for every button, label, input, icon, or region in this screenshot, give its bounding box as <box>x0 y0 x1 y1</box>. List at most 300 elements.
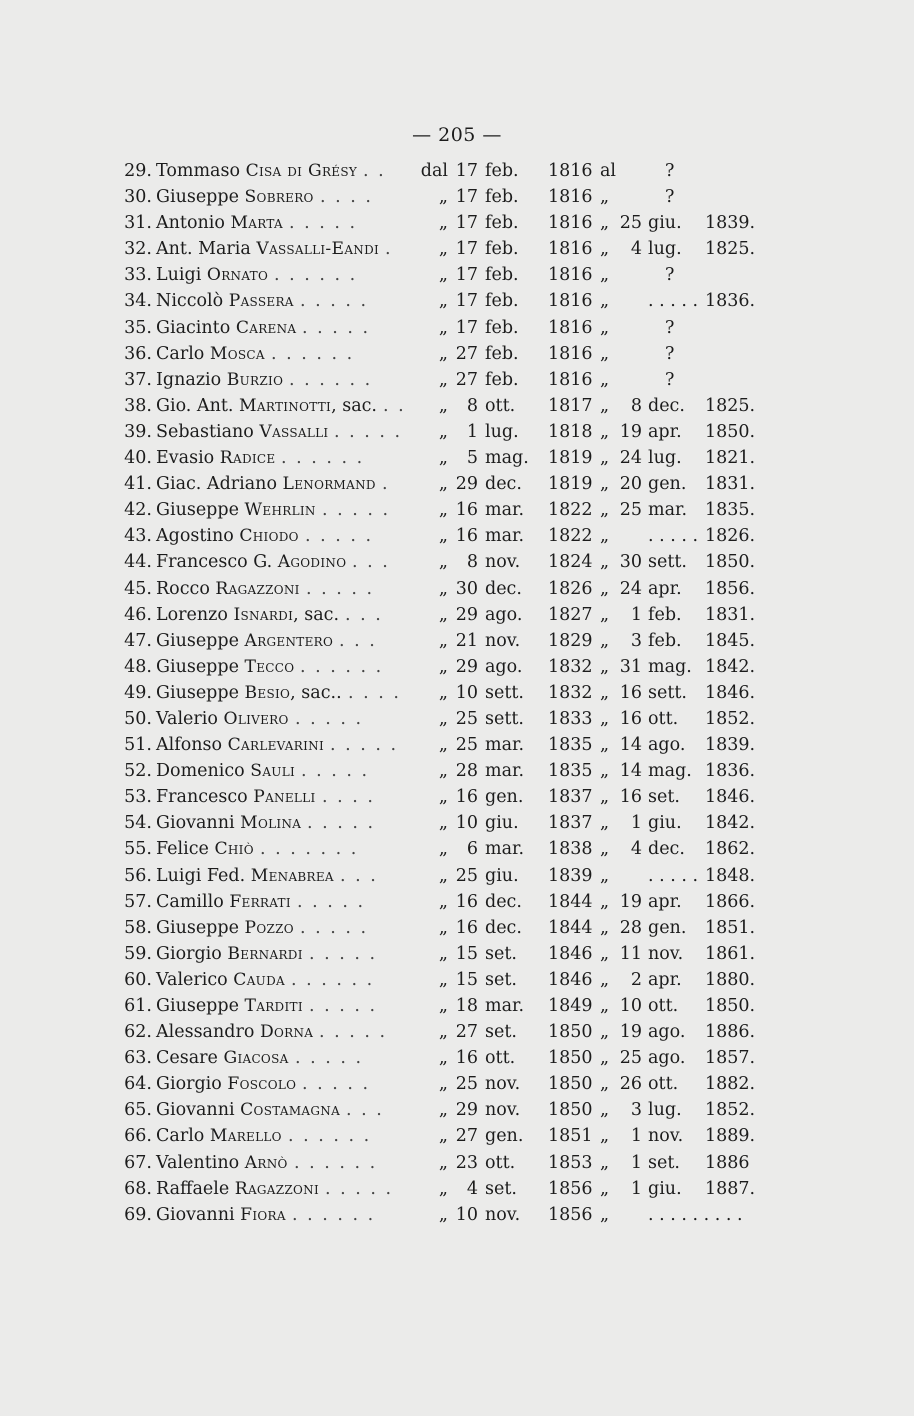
start-day: 17 <box>455 161 478 181</box>
start-month: feb. <box>485 317 519 338</box>
start-year: 1822 <box>548 500 593 521</box>
member-name <box>156 445 275 471</box>
to-label: „ <box>600 552 610 573</box>
end-year: 1861. <box>705 943 756 964</box>
end-year: 1821. <box>705 448 756 469</box>
end-month: gen. <box>648 474 687 495</box>
start-day: 29 <box>455 656 478 677</box>
list-item <box>120 471 760 497</box>
first-name: Giuseppe <box>156 187 245 208</box>
leader-dots: . . . . . . <box>289 369 373 390</box>
first-name: Domenico <box>156 761 251 782</box>
to-label: „ <box>600 708 610 729</box>
end-day: 25 <box>619 1048 642 1069</box>
surname: Wehrlin <box>244 500 316 521</box>
start-day: 27 <box>455 343 478 364</box>
leader-dots: . . . <box>352 552 390 573</box>
entry-number: 41. <box>124 474 152 495</box>
to-label: „ <box>600 630 610 651</box>
start-month: ott. <box>485 1048 516 1069</box>
end-year: 1842. <box>705 813 756 834</box>
start-day: 10 <box>455 813 478 834</box>
start-day: 10 <box>455 682 478 703</box>
list-item <box>120 1150 760 1176</box>
from-label: „ <box>438 891 448 912</box>
entry-number: 30. <box>124 187 152 208</box>
leader-dots: . . . . . <box>330 735 399 756</box>
end-month: . . . . . <box>648 865 699 886</box>
to-label: „ <box>600 735 610 756</box>
end-year: 1887. <box>705 1178 756 1199</box>
from-label: „ <box>438 448 448 469</box>
first-name: Agostino <box>156 526 240 547</box>
end-day: 11 <box>619 943 642 964</box>
start-year: 1851 <box>548 1126 593 1147</box>
member-name <box>156 184 314 210</box>
end-month: apr. <box>648 421 682 442</box>
leader-dots: . . . . <box>348 682 401 703</box>
leader-dots: . . . . . <box>309 996 378 1016</box>
from-label: „ <box>438 213 448 234</box>
to-label: „ <box>600 787 610 808</box>
start-year: 1824 <box>548 552 593 573</box>
first-name: Raffaele <box>156 1178 235 1199</box>
leader-dots: . . . . . <box>297 891 366 912</box>
start-year: 1839 <box>548 865 593 886</box>
start-day: 16 <box>455 526 478 547</box>
member-name <box>156 732 324 758</box>
unknown-end-date: ? <box>665 369 675 390</box>
start-day: 17 <box>455 317 478 338</box>
end-year: 1825. <box>705 395 756 416</box>
start-year: 1837 <box>548 813 593 834</box>
leader-dots: . . . . . . <box>294 1152 378 1173</box>
end-year: 1835. <box>705 500 756 521</box>
unknown-end-date: ? <box>665 187 675 208</box>
end-day: 19 <box>619 891 642 912</box>
start-year: 1816 <box>548 161 593 181</box>
entry-number: 29. <box>124 161 152 181</box>
end-day: 1 <box>630 1152 642 1173</box>
leader-dots: . . . . . <box>302 1074 371 1095</box>
to-label: „ <box>600 1022 610 1043</box>
start-year: 1844 <box>548 891 593 912</box>
member-name <box>156 1071 296 1097</box>
end-year: 1836. <box>705 291 756 312</box>
first-name: Lorenzo <box>156 604 234 625</box>
start-month: dec. <box>485 578 522 599</box>
first-name: Giovanni <box>156 1204 241 1225</box>
leader-dots: . . . . . <box>295 708 364 729</box>
leader-dots: . . . . . <box>334 421 403 442</box>
entry-number: 66. <box>124 1126 152 1147</box>
from-label: „ <box>438 761 448 782</box>
start-month: feb. <box>485 291 519 312</box>
end-year: 1856. <box>705 578 756 599</box>
end-month: set. <box>648 787 680 808</box>
start-day: 17 <box>455 239 478 260</box>
end-year: 1845. <box>705 630 756 651</box>
from-label: „ <box>438 474 448 495</box>
member-name <box>156 497 316 523</box>
leader-dots: . . . . . . <box>300 656 384 677</box>
start-month: feb. <box>485 239 519 260</box>
end-year: 1846. <box>705 682 756 703</box>
end-day: 28 <box>619 917 642 938</box>
end-year: 1839. <box>705 213 756 234</box>
leader-dots: . . . . . . <box>274 265 358 286</box>
entry-number: 47. <box>124 630 152 651</box>
end-year: 1882. <box>705 1074 756 1095</box>
start-month: nov. <box>485 1074 521 1095</box>
surname: Carlevarini <box>227 735 324 756</box>
end-day: 4 <box>630 839 642 860</box>
to-label: „ <box>600 448 610 469</box>
start-month: mar. <box>485 839 525 860</box>
to-label: „ <box>600 1152 610 1173</box>
end-year: 1836. <box>705 761 756 782</box>
from-label: „ <box>438 500 448 521</box>
list-item <box>120 1019 760 1045</box>
first-name: Giuseppe <box>156 996 245 1016</box>
list-item <box>120 836 760 862</box>
surname: Vassalli <box>259 421 329 442</box>
start-day: 29 <box>455 604 478 625</box>
start-year: 1849 <box>548 996 593 1016</box>
from-label: „ <box>438 187 448 208</box>
start-year: 1816 <box>548 317 593 338</box>
end-month: mag. <box>648 656 692 677</box>
from-label: „ <box>438 1074 448 1095</box>
member-name <box>156 210 283 236</box>
first-name: Valentino <box>156 1152 245 1173</box>
start-year: 1817 <box>548 395 593 416</box>
name-suffix: , sac.. <box>290 682 342 703</box>
start-year: 1826 <box>548 578 593 599</box>
first-name: Valerico <box>156 969 234 990</box>
list-item <box>120 993 760 1019</box>
surname: Giacosa <box>223 1048 289 1069</box>
first-name: Giovanni <box>156 813 241 834</box>
entry-number: 43. <box>124 526 152 547</box>
to-label: „ <box>600 1100 610 1121</box>
start-day: 15 <box>455 943 478 964</box>
start-year: 1850 <box>548 1022 593 1043</box>
end-year: 1831. <box>705 474 756 495</box>
start-month: ott. <box>485 395 516 416</box>
list-item <box>120 863 760 889</box>
list-item <box>120 1071 760 1097</box>
surname: Martinotti <box>239 395 332 416</box>
end-month: . . . . . <box>648 291 699 312</box>
end-year: 1886 <box>705 1152 750 1173</box>
entry-number: 39. <box>124 421 152 442</box>
end-month: feb. <box>648 604 682 625</box>
leader-dots: . . . . <box>320 187 373 208</box>
end-month: apr. <box>648 578 682 599</box>
end-year: 1852. <box>705 1100 756 1121</box>
from-label: „ <box>438 552 448 573</box>
member-name <box>156 549 346 575</box>
end-month: . . . . . . . . . <box>648 1204 743 1225</box>
member-name <box>156 706 289 732</box>
end-year: 1880. <box>705 969 756 990</box>
start-month: nov. <box>485 552 521 573</box>
list-item <box>120 941 760 967</box>
end-year: 1850. <box>705 996 756 1016</box>
first-name: Tommaso <box>156 161 246 181</box>
first-name: Alessandro <box>156 1022 260 1043</box>
from-label: „ <box>438 1152 448 1173</box>
first-name: Niccolò <box>156 291 229 312</box>
first-name: Giac. Adriano <box>156 474 283 495</box>
surname: Lenormand <box>282 474 376 495</box>
start-year: 1816 <box>548 239 593 260</box>
end-day: 24 <box>619 448 642 469</box>
surname: Ragazzoni <box>234 1178 320 1199</box>
entry-number: 56. <box>124 865 152 886</box>
start-year: 1819 <box>548 448 593 469</box>
to-label: „ <box>600 369 610 390</box>
surname: Tarditi <box>244 996 303 1016</box>
from-label: „ <box>438 317 448 338</box>
leader-dots: . . . . . <box>306 578 375 599</box>
entry-number: 54. <box>124 813 152 834</box>
list-item <box>120 967 760 993</box>
member-name <box>156 1097 340 1123</box>
member-name <box>156 602 339 628</box>
from-label: „ <box>438 917 448 938</box>
entry-number: 55. <box>124 839 152 860</box>
end-day: 1 <box>630 1126 642 1147</box>
to-label: „ <box>600 395 610 416</box>
member-name <box>156 236 379 262</box>
end-day: 19 <box>619 1022 642 1043</box>
end-month: sett. <box>648 682 687 703</box>
end-month: sett. <box>648 552 687 573</box>
start-day: 29 <box>455 474 478 495</box>
start-year: 1816 <box>548 265 593 286</box>
end-year: 1889. <box>705 1126 756 1147</box>
end-day: 20 <box>619 474 642 495</box>
from-label: „ <box>438 1178 448 1199</box>
entry-number: 49. <box>124 682 152 703</box>
start-month: nov. <box>485 1100 521 1121</box>
end-month: apr. <box>648 891 682 912</box>
end-day: 31 <box>619 656 642 677</box>
start-year: 1816 <box>548 369 593 390</box>
start-day: 25 <box>455 735 478 756</box>
to-label: „ <box>600 656 610 677</box>
end-month: dec. <box>648 839 685 860</box>
start-day: 15 <box>455 969 478 990</box>
start-month: set. <box>485 969 517 990</box>
member-name <box>156 915 294 941</box>
end-month: set. <box>648 1152 680 1173</box>
surname: Foscolo <box>227 1074 297 1095</box>
start-year: 1816 <box>548 343 593 364</box>
start-year: 1816 <box>548 187 593 208</box>
start-month: mar. <box>485 996 525 1016</box>
end-year: 1862. <box>705 839 756 860</box>
entry-number: 37. <box>124 369 152 390</box>
list-item <box>120 445 760 471</box>
member-name <box>156 654 294 680</box>
surname: Burzio <box>226 369 284 390</box>
surname: Cisa di Grésy <box>245 161 358 181</box>
unknown-end-date: ? <box>665 161 675 181</box>
to-label: „ <box>600 1126 610 1147</box>
entry-number: 34. <box>124 291 152 312</box>
start-month: lug. <box>485 421 519 442</box>
to-label: „ <box>600 813 610 834</box>
end-day: 16 <box>619 682 642 703</box>
from-label: „ <box>438 1204 448 1225</box>
start-year: 1819 <box>548 474 593 495</box>
from-label: „ <box>438 813 448 834</box>
start-day: 1 <box>466 421 478 442</box>
list-item <box>120 1176 760 1202</box>
leader-dots: . . . . . . <box>288 1126 372 1147</box>
end-month: giu. <box>648 213 682 234</box>
leader-dots: . . . . . . <box>291 969 375 990</box>
end-month: mag. <box>648 761 692 782</box>
from-label: „ <box>438 578 448 599</box>
start-day: 16 <box>455 787 478 808</box>
list-item <box>120 341 760 367</box>
list-item <box>120 393 760 419</box>
entry-number: 68. <box>124 1178 152 1199</box>
list-item <box>120 315 760 341</box>
first-name: Giacinto <box>156 317 236 338</box>
to-label: „ <box>600 969 610 990</box>
member-name <box>156 419 328 445</box>
start-year: 1850 <box>548 1074 593 1095</box>
end-year: 1826. <box>705 526 756 547</box>
first-name: Giovanni <box>156 1100 241 1121</box>
entry-number: 42. <box>124 500 152 521</box>
start-day: 18 <box>455 996 478 1016</box>
member-name <box>156 576 300 602</box>
start-month: nov. <box>485 1204 521 1225</box>
start-month: sett. <box>485 682 524 703</box>
list-item <box>120 1045 760 1071</box>
end-day: 14 <box>619 761 642 782</box>
end-day: 8 <box>630 395 642 416</box>
surname: Molina <box>240 813 302 834</box>
start-month: set. <box>485 1022 517 1043</box>
list-item <box>120 184 760 210</box>
list-item <box>120 628 760 654</box>
end-day: 25 <box>619 500 642 521</box>
start-year: 1856 <box>548 1204 593 1225</box>
member-name <box>156 1176 319 1202</box>
end-day: 4 <box>630 239 642 260</box>
surname: Panelli <box>253 787 316 808</box>
member-name <box>156 758 295 784</box>
entry-number: 44. <box>124 552 152 573</box>
surname: Ragazzoni <box>215 578 300 599</box>
surname: Marta <box>230 213 284 234</box>
start-year: 1832 <box>548 656 593 677</box>
start-day: 17 <box>455 291 478 312</box>
start-year: 1829 <box>548 630 593 651</box>
from-label: „ <box>438 969 448 990</box>
leader-dots: . . <box>383 395 406 416</box>
start-year: 1844 <box>548 917 593 938</box>
end-year: 1831. <box>705 604 756 625</box>
end-month: lug. <box>648 239 682 260</box>
first-name: Sebastiano <box>156 421 260 442</box>
start-year: 1816 <box>548 291 593 312</box>
end-year: 1842. <box>705 656 756 677</box>
member-name <box>156 628 333 654</box>
leader-dots: . . . . . <box>302 317 371 338</box>
member-name <box>156 1150 288 1176</box>
entry-number: 53. <box>124 787 152 808</box>
list-item <box>120 1202 760 1228</box>
end-year: 1866. <box>705 891 756 912</box>
entry-number: 60. <box>124 969 152 990</box>
surname: Marello <box>209 1126 282 1147</box>
start-day: 21 <box>455 630 478 651</box>
start-day: 5 <box>466 448 478 469</box>
to-label: „ <box>600 865 610 886</box>
list-item <box>120 367 760 393</box>
member-name <box>156 889 291 915</box>
to-label: „ <box>600 578 610 599</box>
end-day: 1 <box>630 813 642 834</box>
to-label: „ <box>600 917 610 938</box>
start-year: 1850 <box>548 1048 593 1069</box>
first-name: Giuseppe <box>156 682 245 703</box>
list-item <box>120 602 760 628</box>
to-label: „ <box>600 604 610 625</box>
start-day: 27 <box>455 1022 478 1043</box>
start-year: 1850 <box>548 1100 593 1121</box>
surname: Passera <box>228 291 294 312</box>
first-name: Rocco <box>156 578 216 599</box>
leader-dots: . . . . <box>322 787 375 808</box>
entry-number: 59. <box>124 943 152 964</box>
member-name <box>156 367 283 393</box>
end-year: 1850. <box>705 421 756 442</box>
start-day: 4 <box>466 1178 478 1199</box>
from-label: „ <box>438 1022 448 1043</box>
from-label: „ <box>438 996 448 1016</box>
end-year: 1825. <box>705 239 756 260</box>
end-month: . . . . . <box>648 526 699 547</box>
end-day: 3 <box>630 1100 642 1121</box>
member-name <box>156 863 334 889</box>
start-month: gen. <box>485 787 524 808</box>
from-label: „ <box>438 1100 448 1121</box>
start-day: 25 <box>455 1074 478 1095</box>
list-item <box>120 915 760 941</box>
surname: Sauli <box>250 761 296 782</box>
first-name: Camillo <box>156 891 230 912</box>
first-name: Francesco G. <box>156 552 278 573</box>
end-day: 16 <box>619 708 642 729</box>
start-day: 27 <box>455 1126 478 1147</box>
list-item <box>120 236 760 262</box>
entry-number: 67. <box>124 1152 152 1173</box>
start-year: 1846 <box>548 943 593 964</box>
to-label: „ <box>600 682 610 703</box>
start-day: 25 <box>455 865 478 886</box>
start-month: dec. <box>485 474 522 495</box>
surname: Sobrero <box>244 187 314 208</box>
